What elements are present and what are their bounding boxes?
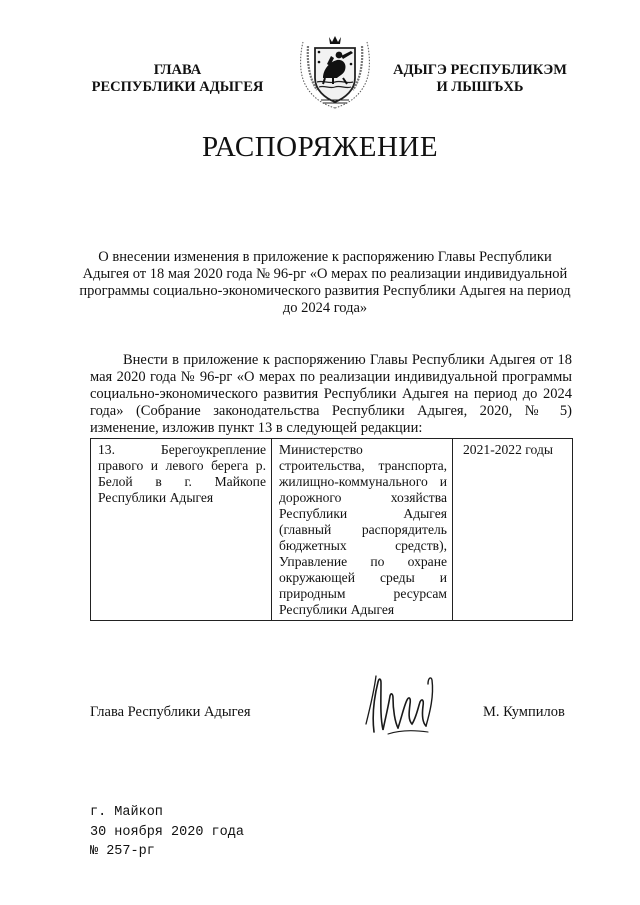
table-cell-period: 2021-2022 годы [453, 439, 573, 621]
issue-number: № 257-рг [90, 844, 155, 859]
header-left-line2: РЕСПУБЛИКИ АДЫГЕЯ [91, 79, 264, 95]
document-subject: О внесении изменения в приложение к распоряжению Главы Республики Адыгея от 18 мая 2020 года № 96-рг «О мерах по реализации индивидуальной программы социально-экономического развития Республики Адыгея на период до 2024 года» [79, 249, 571, 316]
amendment-table [90, 438, 573, 621]
document-body: Внести в приложение к распоряжению Главы Республики Адыгея от 18 мая 2020 года № 96-рг «О мерах по реализации индивидуальной программы социально-экономического развития Республики Адыгея на период до 2024 года» (Собрание законодательства Республики Адыгея, 2020, № 5) изменение, изложив пункт 13 в следующей редакции: [90, 352, 572, 436]
header-right [385, 62, 575, 96]
header-left [70, 62, 285, 96]
document-title: РАСПОРЯЖЕНИЕ [201, 131, 439, 163]
handwritten-signature [352, 668, 452, 740]
header-right-line1: АДЫГЭ РЕСПУБЛИКЭМ [393, 62, 567, 78]
table-cell-responsible: Министерство строительства, транспорта, жилищно-коммунального и дорожного хозяйства Республики Адыгея (главный распорядитель бюджетных средств), Управление по охране окружающей среды и природным ресурсам Республики Адыгея [272, 439, 453, 621]
header-left-line1: ГЛАВА [153, 62, 202, 78]
table-cell-item: 13. Берегоукрепление правого и левого берега р. Белой в г. Майкопе Республики Адыгея [91, 439, 272, 621]
coat-of-arms-icon [293, 34, 377, 110]
issue-details [90, 803, 244, 862]
issue-date: 30 ноября 2020 года [90, 824, 244, 840]
signatory-position: Глава Республики Адыгея [90, 704, 251, 720]
issue-city: г. Майкоп [90, 805, 163, 820]
table-row [91, 439, 573, 621]
header-right-line2: И ЛЫШЪХЬ [436, 79, 524, 95]
signatory-name: М. Кумпилов [483, 704, 565, 720]
